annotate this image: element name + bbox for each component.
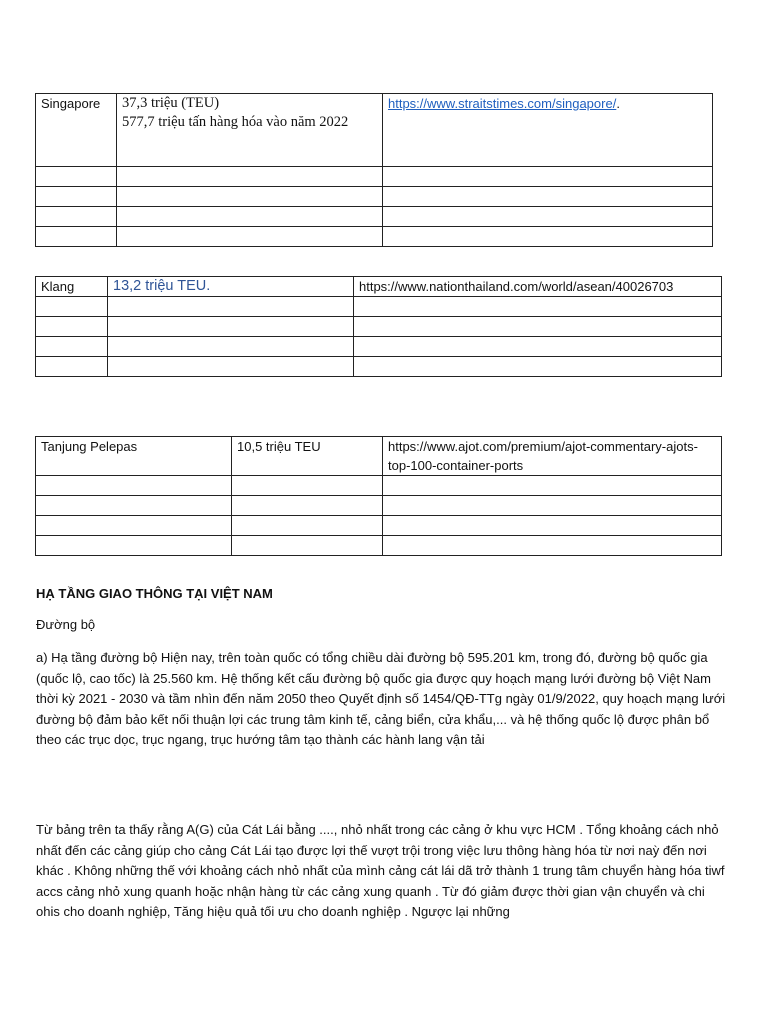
empty-row — [36, 227, 713, 247]
tanjung-pelepas-table — [35, 436, 722, 556]
volume-cell — [108, 277, 354, 297]
volume-tonnage: 577,7 triệu tấn hàng hóa vào năm 2022 — [122, 114, 349, 130]
volume-teu: 10,5 triệu TEU — [237, 439, 321, 454]
subsection-heading: Đường bộ — [36, 617, 96, 632]
volume-cell — [117, 94, 383, 167]
empty-row — [36, 476, 722, 496]
empty-row — [36, 337, 722, 357]
section-heading: HẠ TẦNG GIAO THÔNG TẠI VIỆT NAM — [36, 586, 273, 601]
port-name: Singapore — [41, 96, 101, 111]
volume-teu: 37,3 triệu (TEU) — [122, 95, 220, 111]
empty-row — [36, 317, 722, 337]
source-url: https://www.nationthailand.com/world/asean/40026703 — [359, 279, 674, 294]
port-name-cell — [36, 437, 232, 476]
source-cell — [354, 277, 722, 297]
empty-row — [36, 496, 722, 516]
analysis-paragraph: Từ bảng trên ta thấy rằng A(G) của Cát Lái bằng ...., nhỏ nhất trong các cảng ở khu vực HCM . Tổng khoảng cách nhỏ nhất đến các cảng giúp cho cảng Cát Lái tạo được lợi thế vượt trội trong việc lưu thông hàng hóa từ nơi naỳ đến nơi khác . Không những thế với khoảng cách nhỏ nhất của mình cảng cát lái dã trở thành 1 trung tâm chuyển hàng hóa tiwf accs cảng nhỏ xung quanh hoặc nhận hàng từ các cảng xung quanh . Từ đó giảm được thời gian vận chuyển và chi ohis cho doanh nghiệp, Tăng hiệu quả tối ưu cho doanh nghiệp . Ngược lại những — [36, 822, 725, 919]
port-name: Klang — [41, 279, 75, 294]
empty-row — [36, 357, 722, 377]
empty-row — [36, 536, 722, 556]
port-name: Tanjung Pelepas — [41, 439, 138, 454]
klang-table — [35, 276, 722, 377]
port-name-cell — [36, 277, 108, 297]
source-url: https://www.ajot.com/premium/ajot-commentary-ajots-top-100-container-ports — [388, 439, 698, 473]
source-link[interactable]: https://www.straitstimes.com/singapore/ — [388, 96, 617, 111]
source-cell — [383, 94, 713, 167]
road-infrastructure-paragraph: a) Hạ tầng đường bộ Hiện nay, trên toàn quốc có tổng chiều dài đường bộ 595.201 km, trong đó, đường bộ quốc gia (quốc lộ, cao tốc) là 25.560 km. Hệ thống kết cấu đường bộ quốc gia được quy hoạch mạng lưới đường bộ Việt Nam thời kỳ 2021 - 2030 và tầm nhìn đến năm 2050 theo Quyết định số 1454/QĐ-TTg ngày 01/9/2022, quy hoạch mạng lưới đường bộ đảm bảo kết nối thuận lợi các trung tâm kinh tế, cảng biển, cửa khẩu,... và hệ thống quốc lộ được phân bổ theo các trục dọc, trục ngang, trục hướng tâm tạo thành các hành lang vận tải — [36, 650, 726, 747]
volume-cell — [232, 437, 383, 476]
empty-row — [36, 187, 713, 207]
empty-row — [36, 207, 713, 227]
empty-row — [36, 516, 722, 536]
volume-teu: 13,2 triệu TEU. — [113, 278, 211, 294]
link-suffix: . — [616, 96, 620, 111]
source-cell — [383, 437, 722, 476]
port-name-cell — [36, 94, 117, 167]
empty-row — [36, 297, 722, 317]
empty-row — [36, 167, 713, 187]
singapore-table — [35, 93, 713, 247]
